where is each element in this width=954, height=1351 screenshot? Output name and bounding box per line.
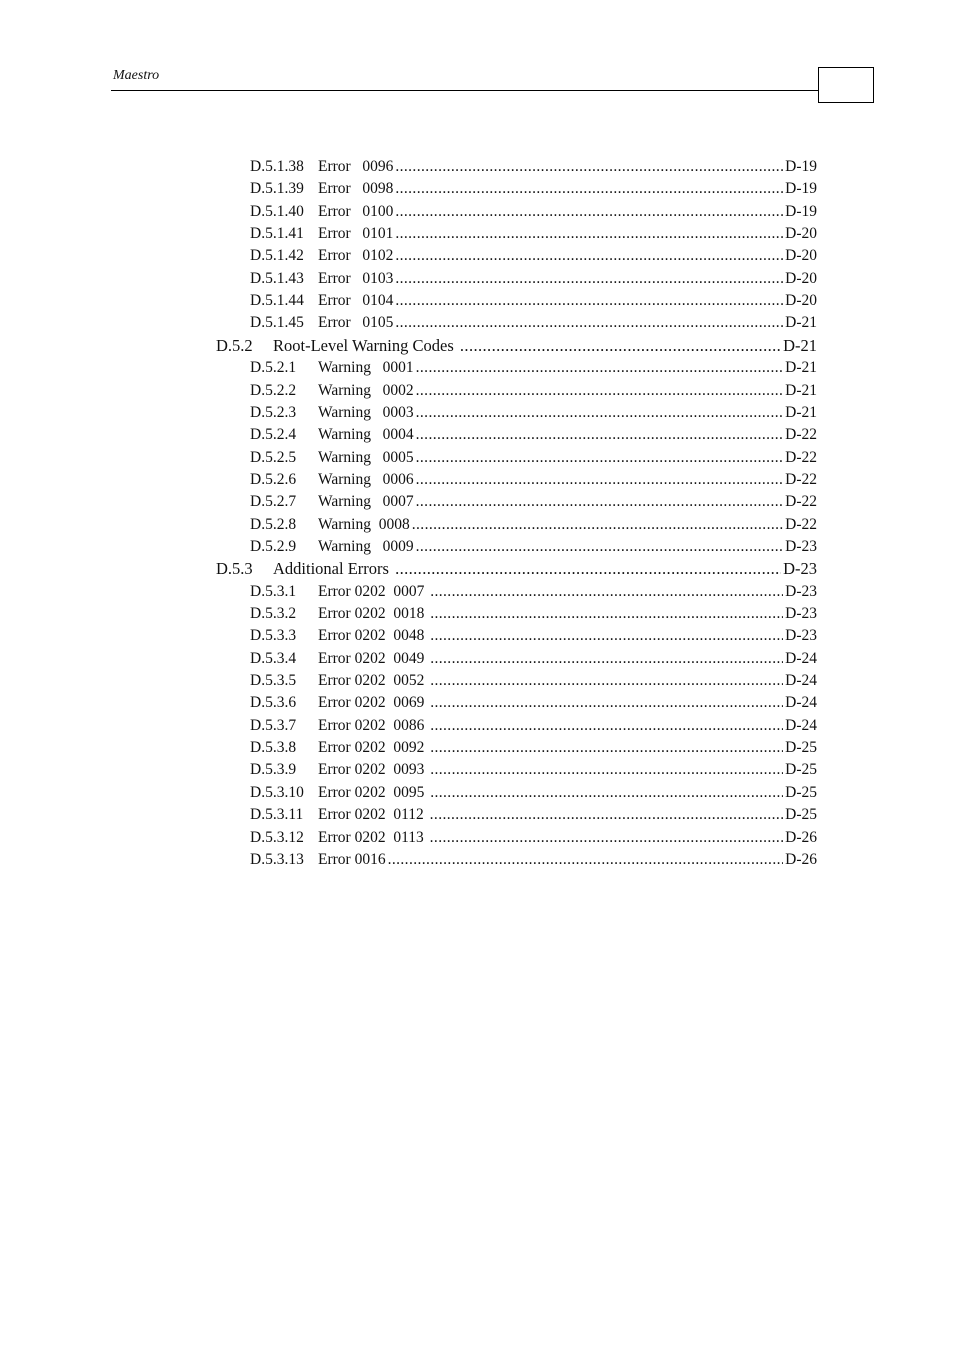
toc-entry-title: Error 0202 0069	[318, 694, 429, 712]
toc-dot-leader	[416, 537, 784, 557]
toc-entry-title: Warning 0006	[318, 470, 414, 488]
toc-dot-leader	[395, 224, 783, 244]
toc-dot-leader	[395, 559, 781, 579]
toc-entry-number: D.5.1.42	[250, 247, 304, 265]
toc-entry-number: D.5.3.13	[250, 850, 304, 868]
toc-entry-number: D.5.1.45	[250, 314, 304, 332]
toc-entry-number: D.5.3.2	[250, 605, 297, 622]
toc-entry[interactable]	[250, 177, 817, 199]
toc-entry-title: Error 0102	[318, 247, 394, 265]
toc-dot-leader	[395, 202, 783, 222]
toc-entry-number: D.5.3.8	[250, 739, 297, 757]
toc-entry-page: D-25	[785, 806, 817, 824]
toc-entry-number: D.5.2.6	[250, 470, 297, 488]
toc-dot-leader	[430, 738, 783, 758]
toc-entry[interactable]	[250, 513, 817, 535]
page-number-box	[818, 67, 874, 103]
toc-entry-page: D-21	[785, 314, 817, 332]
toc-entry-page: D-24	[785, 716, 817, 734]
toc-section-entry[interactable]	[216, 557, 817, 579]
toc-dot-leader	[430, 693, 783, 713]
toc-dot-leader	[388, 850, 784, 870]
toc-entry-page: D-21	[785, 359, 817, 377]
toc-entry[interactable]	[250, 580, 817, 602]
toc-entry-page: D-22	[785, 448, 817, 466]
toc-entry-title: Error 0100	[318, 202, 394, 220]
toc-entry-number: D.5.1.40	[250, 202, 304, 220]
toc-dot-leader	[395, 157, 783, 177]
toc-entry[interactable]	[250, 691, 817, 713]
toc-dot-leader	[430, 805, 784, 825]
toc-entry-title: Warning 0005	[318, 448, 414, 466]
toc-entry-page: D-24	[785, 694, 817, 712]
toc-entry[interactable]	[250, 446, 817, 468]
toc-entry-page: D-23	[785, 537, 817, 555]
toc-entry-page: D-26	[785, 828, 817, 846]
toc-dot-leader	[416, 470, 784, 490]
toc-entry-title: Warning 0003	[318, 403, 414, 421]
toc-entry-number: D.5.3.6	[250, 694, 297, 712]
toc-dot-leader	[412, 515, 783, 535]
toc-entry-page: D-23	[785, 582, 817, 600]
toc-entry-title: Warning 0008	[318, 515, 410, 533]
toc-entry[interactable]	[250, 200, 817, 222]
toc-dot-leader	[430, 626, 783, 646]
toc-entry-page: D-20	[785, 292, 817, 310]
toc-dot-leader	[416, 358, 784, 378]
toc-entry-number: D.5.2.3	[250, 403, 297, 421]
toc-entry-page: D-26	[785, 850, 817, 868]
toc-entry[interactable]	[250, 602, 817, 624]
toc-entry-page: D-24	[785, 672, 817, 690]
toc-entry-title: Root-Level Warning Codes	[273, 335, 458, 355]
toc-entry[interactable]	[250, 490, 817, 512]
toc-entry[interactable]	[250, 535, 817, 557]
toc-entry-title: Warning 0001	[318, 359, 414, 377]
toc-entry-page: D-19	[785, 202, 817, 220]
toc-entry[interactable]	[250, 222, 817, 244]
toc-entry-title: Error 0105	[318, 314, 394, 332]
toc-entry[interactable]	[250, 669, 817, 691]
toc-entry-title: Error 0096	[318, 158, 394, 175]
toc-entry-page: D-23	[785, 627, 817, 645]
toc-entry-title: Warning 0009	[318, 537, 414, 555]
toc-entry-page: D-25	[785, 739, 817, 757]
toc-entry-page: D-25	[785, 783, 817, 801]
toc-entry-title: Warning 0004	[318, 426, 414, 444]
toc-dot-leader	[416, 492, 784, 512]
toc-entry-page: D-21	[783, 335, 817, 355]
toc-entry-number: D.5.3.12	[250, 828, 304, 846]
toc-entry[interactable]	[250, 423, 817, 445]
toc-entry-title: Warning 0002	[318, 381, 414, 399]
toc-entry-number: D.5.1.44	[250, 292, 304, 310]
toc-entry-number: D.5.3.5	[250, 672, 297, 690]
toc-entry-title: Error 0098	[318, 180, 394, 198]
toc-entry[interactable]	[250, 289, 817, 311]
toc-entry-title: Error 0103	[318, 269, 394, 287]
toc-entry-number: D.5.2	[216, 335, 253, 355]
toc-entry-page: D-19	[785, 158, 817, 175]
header-rule	[111, 90, 819, 91]
toc-entry[interactable]	[250, 468, 817, 490]
toc-entry-page: D-20	[785, 247, 817, 265]
toc-entry-number: D.5.3.4	[250, 649, 297, 667]
toc-dot-leader	[430, 671, 783, 691]
toc-entry-number: D.5.1.39	[250, 180, 304, 198]
toc-entry[interactable]	[250, 379, 817, 401]
toc-entry-page: D-22	[785, 470, 817, 488]
toc-dot-leader	[416, 381, 784, 401]
toc-dot-leader	[430, 760, 783, 780]
toc-entry-page: D-21	[785, 381, 817, 399]
toc-entry-title: Error 0202 0112	[318, 806, 428, 824]
toc-entry[interactable]	[250, 155, 817, 177]
toc-entry-title: Error 0202 0113	[318, 828, 428, 846]
toc-entry-number: D.5.2.9	[250, 537, 297, 555]
toc-entry-title: Warning 0007	[318, 493, 414, 511]
toc-dot-leader	[430, 604, 783, 624]
toc-entry-number: D.5.3.9	[250, 761, 297, 779]
toc-entry-page: D-25	[785, 761, 817, 779]
toc-entry-page: D-23	[785, 605, 817, 622]
toc-entry-page: D-24	[785, 649, 817, 667]
toc-entry-number: D.5.3.3	[250, 627, 297, 645]
toc-entry-page: D-22	[785, 515, 817, 533]
toc-dot-leader	[395, 246, 783, 266]
toc-dot-leader	[416, 403, 784, 423]
toc-entry-number: D.5.2.2	[250, 381, 297, 399]
toc-entry[interactable]	[250, 401, 817, 423]
toc-entry[interactable]	[250, 781, 817, 803]
toc-entry-number: D.5.2.7	[250, 493, 297, 511]
toc-entry[interactable]	[250, 244, 817, 266]
toc-entry-title: Error 0202 0018	[318, 605, 429, 622]
toc-entry-number: D.5.2.8	[250, 515, 297, 533]
toc-dot-leader	[460, 336, 781, 356]
toc-entry-number: D.5.1.43	[250, 269, 304, 287]
toc-entry-number: D.5.1.41	[250, 225, 304, 243]
toc-entry[interactable]	[250, 826, 817, 848]
toc-dot-leader	[395, 291, 783, 311]
toc-entry-number: D.5.2.1	[250, 359, 297, 377]
toc-entry-title: Error 0202 0052	[318, 672, 429, 690]
toc-entry-number: D.5.2.4	[250, 426, 297, 444]
toc-entry-title: Error 0202 0049	[318, 649, 429, 667]
toc-section-entry[interactable]	[216, 334, 817, 356]
toc-entry[interactable]	[250, 758, 817, 780]
toc-entry-page: D-22	[785, 493, 817, 511]
toc-entry-title: Error 0202 0093	[318, 761, 429, 779]
toc-entry-number: D.5.3.10	[250, 783, 304, 801]
toc-entry-page: D-23	[783, 559, 817, 579]
toc-entry-title: Error 0016	[318, 850, 386, 868]
toc-dot-leader	[430, 716, 783, 736]
toc-entry-number: D.5.3.11	[250, 806, 304, 824]
toc-dot-leader	[430, 783, 783, 803]
toc-dot-leader	[416, 425, 784, 445]
toc-entry[interactable]	[250, 803, 817, 825]
toc-entry-title: Error 0101	[318, 225, 394, 243]
toc-entry-number: D.5.3.7	[250, 716, 297, 734]
toc-dot-leader	[416, 448, 784, 468]
toc-entry[interactable]	[250, 311, 817, 333]
toc-entry[interactable]	[250, 267, 817, 289]
toc-entry-title: Error 0202 0007	[318, 582, 429, 600]
toc-entry[interactable]	[250, 848, 817, 870]
toc-entry[interactable]	[250, 624, 817, 646]
toc-dot-leader	[395, 179, 783, 199]
toc-entry-title: Error 0202 0086	[318, 716, 429, 734]
toc-entry-page: D-22	[785, 426, 817, 444]
toc-entry-page: D-20	[785, 225, 817, 243]
toc-entry-number: D.5.3.1	[250, 582, 297, 600]
toc-entry-title: Error 0202 0092	[318, 739, 429, 757]
toc-entry-title: Error 0202 0048	[318, 627, 429, 645]
toc-dot-leader	[430, 582, 783, 602]
toc-entry-page: D-21	[785, 403, 817, 421]
toc-entry-title: Error 0104	[318, 292, 394, 310]
toc-dot-leader	[395, 313, 783, 333]
toc-entry-page: D-20	[785, 269, 817, 287]
toc-entry-number: D.5.3	[216, 559, 253, 579]
toc-entry[interactable]	[250, 714, 817, 736]
toc-entry-page: D-19	[785, 180, 817, 198]
toc-entry-title: Additional Errors	[273, 559, 394, 579]
toc-entry[interactable]	[250, 736, 817, 758]
toc-dot-leader	[430, 828, 784, 848]
toc-entry-title: Error 0202 0095	[318, 783, 429, 801]
toc-entry-number: D.5.1.38	[250, 158, 304, 175]
toc-entry[interactable]	[250, 647, 817, 669]
toc-dot-leader	[395, 269, 783, 289]
running-header-title: Maestro	[113, 68, 160, 83]
toc-entry[interactable]	[250, 356, 817, 378]
toc-dot-leader	[430, 649, 783, 669]
toc-entry-number: D.5.2.5	[250, 448, 297, 466]
